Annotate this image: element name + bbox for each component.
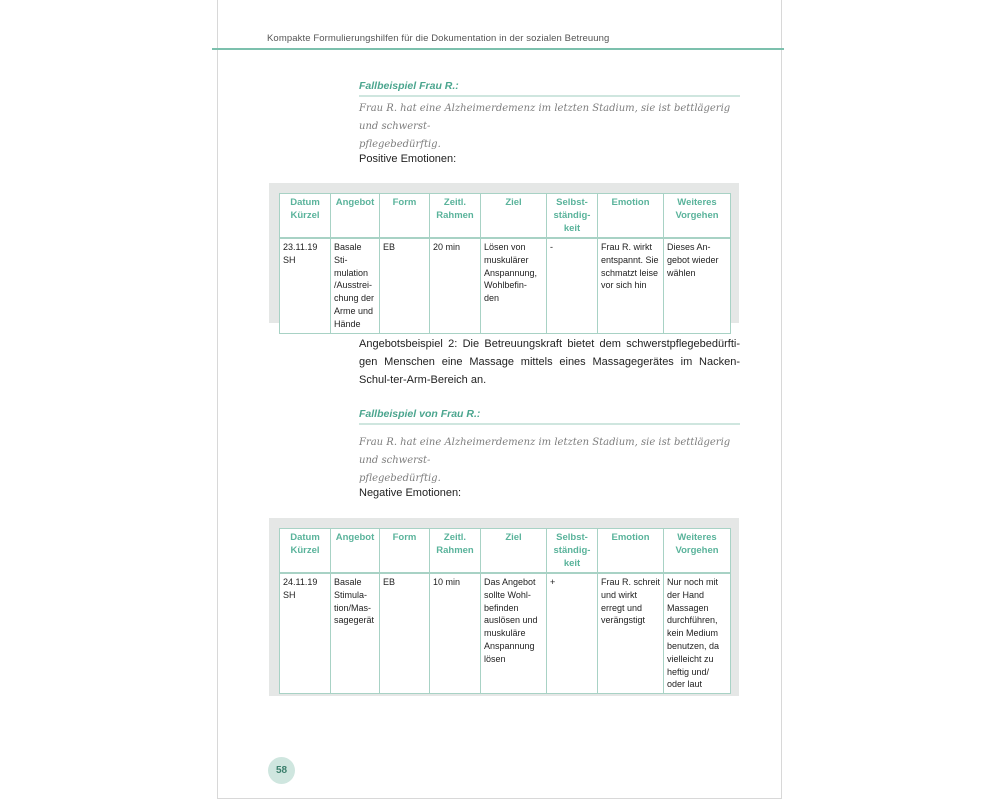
cell-datum: 23.11.19 SH [280, 238, 331, 333]
column-header-datum: Datum Kürzel [280, 194, 331, 239]
case-rule-2 [359, 423, 740, 425]
offer-example-paragraph: Angebotsbeispiel 2: Die Betreuungskraft bietet dem schwerstpflegebedürfti-gen Menschen eine Massage mittels eines Massagegerätes im Nacken-Schul-ter-Arm-Bereich an. [359, 338, 740, 386]
table-row [280, 573, 731, 694]
case-text-1: Frau R. hat eine Alzheimerdemenz im letzten Stadium, sie ist bettlägerig und schwerst- pflegebedürftig. [359, 103, 731, 150]
page-number-badge: 58 [268, 757, 295, 784]
cell-angebot: Basale Stimula- tion/Mas- sagegerät [331, 573, 380, 694]
cell-angebot: Basale Sti- mulation /Ausstrei- chung der Arme und Hände [331, 238, 380, 333]
column-header-ziel: Ziel [481, 529, 547, 574]
cell-zeitl-rahmen: 20 min [430, 238, 481, 333]
column-header-angebot: Angebot [331, 529, 380, 574]
cell-ziel: Lösen von muskulärer Anspannung, Wohlbefin- den [481, 238, 547, 333]
table-row [280, 238, 731, 333]
case-title-2: Fallbeispiel von Frau R.: [359, 408, 481, 420]
cell-emotion: Frau R. wirkt entspannt. Sie schmatzt leise vor sich hin [598, 238, 664, 333]
cell-zeitl-rahmen: 10 min [430, 573, 481, 694]
column-header-emotion: Emotion [598, 194, 664, 239]
documentation-table-2 [279, 528, 731, 694]
cell-ziel: Das Angebot sollte Wohl- befinden auslösen und muskuläre Anspannung lösen [481, 573, 547, 694]
emotion-label-negative: Negative Emotionen: [359, 487, 462, 499]
documentation-table-1 [279, 193, 731, 334]
column-header-form: Form [380, 194, 430, 239]
cell-selbststaendigkeit: - [547, 238, 598, 333]
table-header-row [280, 194, 731, 239]
column-header-datum: Datum Kürzel [280, 529, 331, 574]
case-title-1: Fallbeispiel Frau R.: [359, 80, 459, 92]
column-header-emotion: Emotion [598, 529, 664, 574]
case-text-2: Frau R. hat eine Alzheimerdemenz im letzten Stadium, sie ist bettlägerig und schwerst- pflegebedürftig. [359, 437, 731, 484]
cell-weiteres-vorgehen: Dieses An- gebot wieder wählen [664, 238, 731, 333]
column-header-angebot: Angebot [331, 194, 380, 239]
case-rule-1 [359, 95, 740, 97]
table-header-row [280, 529, 731, 574]
running-header: Kompakte Formulierungshilfen für die Dokumentation in der sozialen Betreuung [267, 33, 610, 44]
column-header-zeitl-rahmen: Zeitl. Rahmen [430, 529, 481, 574]
column-header-zeitl-rahmen: Zeitl. Rahmen [430, 194, 481, 239]
column-header-weiteres-vorgehen: Weiteres Vorgehen [664, 194, 731, 239]
column-header-selbststaendigkeit: Selbst- ständig- keit [547, 529, 598, 574]
cell-emotion: Frau R. schreit und wirkt erregt und verängstigt [598, 573, 664, 694]
emotion-label-positive: Positive Emotionen: [359, 153, 457, 165]
column-header-ziel: Ziel [481, 194, 547, 239]
cell-datum: 24.11.19 SH [280, 573, 331, 694]
table-frame-1 [269, 183, 739, 329]
cell-selbststaendigkeit: + [547, 573, 598, 694]
header-rule [212, 48, 784, 50]
table-frame-2 [269, 518, 739, 696]
column-header-form: Form [380, 529, 430, 574]
column-header-weiteres-vorgehen: Weiteres Vorgehen [664, 529, 731, 574]
cell-weiteres-vorgehen: Nur noch mit der Hand Massagen durchführen, kein Medium benutzen, da vielleicht zu heftig und/ oder laut [664, 573, 731, 694]
cell-form: EB [380, 573, 430, 694]
cell-form: EB [380, 238, 430, 333]
column-header-selbststaendigkeit: Selbst- ständig- keit [547, 194, 598, 239]
